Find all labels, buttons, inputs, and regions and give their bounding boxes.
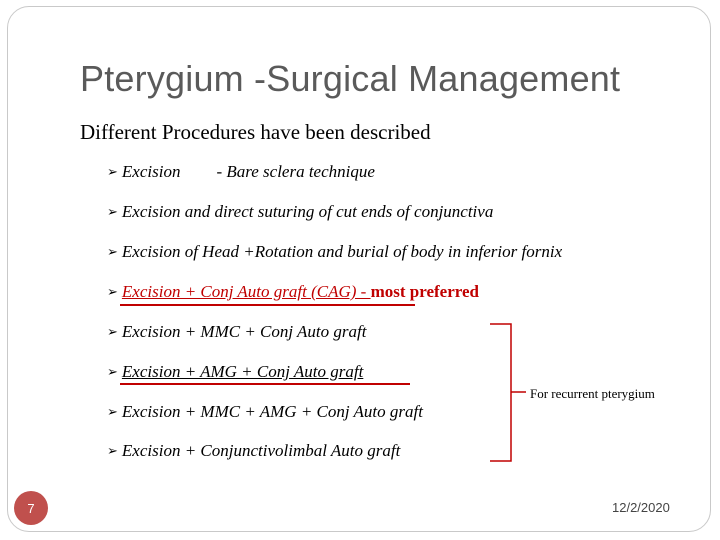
arrow-bullet-icon: ➢	[107, 284, 118, 299]
slide-title: Pterygium -Surgical Management	[80, 58, 621, 99]
arrow-bullet-icon: ➢	[107, 244, 118, 259]
recurrent-label: For recurrent pterygium	[530, 386, 655, 401]
slide-date: 12/2/2020	[612, 500, 670, 515]
bullet-8-text: Excision + Conjunctivolimbal Auto graft	[121, 441, 401, 460]
bullet-4-text: Excision + Conj Auto graft (CAG) -	[121, 282, 371, 301]
slide-subtitle: Different Procedures have been described	[80, 120, 431, 144]
bullet-1-detail: - Bare sclera technique	[216, 162, 375, 181]
slide-number-badge	[14, 491, 48, 525]
arrow-bullet-icon: ➢	[107, 164, 118, 179]
arrow-bullet-icon: ➢	[107, 204, 118, 219]
bullet-4-emphasis: most preferred	[370, 282, 479, 301]
bullet-1-main: Excision	[121, 162, 181, 181]
slide-number: 7	[27, 500, 35, 516]
bracket-line	[490, 324, 511, 461]
bullet-7-text: Excision + MMC + AMG + Conj Auto graft	[121, 402, 423, 421]
bullet-2-text: Excision and direct suturing of cut ends of conjunctiva	[121, 202, 494, 221]
bullet-3-text: Excision of Head +Rotation and burial of body in inferior fornix	[121, 242, 563, 261]
arrow-bullet-icon: ➢	[107, 324, 118, 339]
arrow-bullet-icon: ➢	[107, 404, 118, 419]
bullet-5-text: Excision + MMC + Conj Auto graft	[121, 322, 367, 341]
arrow-bullet-icon: ➢	[107, 364, 118, 379]
arrow-bullet-icon: ➢	[107, 443, 118, 458]
bullet-6-text: Excision + AMG + Conj Auto graft	[121, 362, 364, 381]
